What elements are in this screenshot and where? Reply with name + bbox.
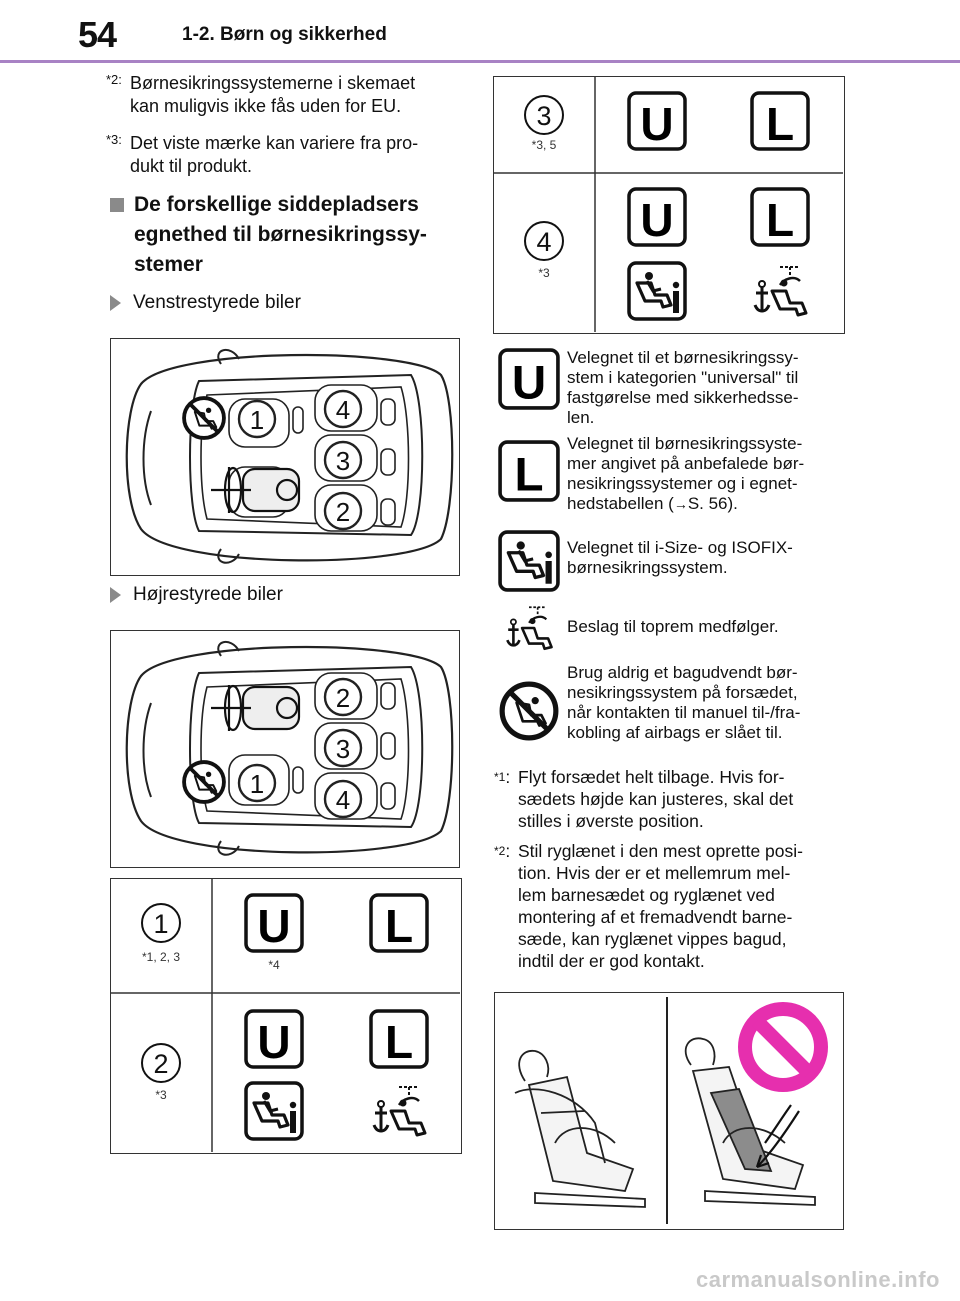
cell-note: *3: [538, 266, 550, 280]
footnote-mark: *3:: [106, 132, 122, 147]
page-number: 54: [78, 14, 117, 55]
legend-isofix-text: Velegnet til i-Size- og ISOFIX- børnesikringssystem.: [567, 538, 793, 577]
legend-top-tether-icon: [498, 602, 560, 654]
section-heading: De forskellige siddepladsers egnethed til børnesikringssy- stemer: [110, 190, 470, 280]
universal-icon: [629, 189, 685, 246]
svg-text:U: U: [511, 356, 547, 410]
header-rule: [0, 60, 960, 63]
seat-number: 1: [249, 769, 265, 799]
footnote-2: $^{*2}$: Stil ryglænet i den mest oprette posi- tion. Hvis der er et mellemrum mel- lem barnesædet og ryglænet ved montering af et fremadvendt barne- sæde, kan ryglænet vippes bagud, indtil der er god kontakt.: [494, 841, 803, 971]
seat-number: 3: [335, 734, 351, 764]
square-bullet-icon: [110, 198, 124, 212]
universal-icon: [246, 1011, 302, 1068]
semi-universal-icon: [371, 1011, 427, 1068]
legend-universal-icon: [498, 348, 560, 410]
legend-semi-universal-text: Velegnet til børnesikringssyste- mer angivet på anbefalede bør- nesikringssystemer og i egnet- hedstabellen (→S. 56).: [567, 434, 805, 513]
isofix-icon: [629, 263, 685, 319]
svg-text:L: L: [765, 98, 795, 150]
universal-icon: [246, 895, 302, 952]
rhd-subheading: Højrestyrede biler: [110, 584, 283, 606]
svg-text:L: L: [384, 900, 414, 952]
svg-text:U: U: [257, 900, 291, 952]
svg-text:L: L: [384, 1016, 414, 1068]
triangle-bullet-icon: [110, 295, 121, 311]
legend-no-rear-facing-icon: [498, 680, 560, 742]
footnote-mark: *2:: [106, 72, 122, 87]
seat-table-front: [110, 878, 462, 1154]
lhd-subheading: Venstrestyrede biler: [110, 292, 301, 314]
no-rear-facing-icon: [184, 398, 224, 438]
seat-number: 4: [536, 227, 552, 257]
svg-text:U: U: [640, 194, 674, 246]
seat-number: 2: [335, 683, 351, 713]
prohibition-icon: [745, 1009, 821, 1085]
seat-number: 4: [335, 785, 351, 815]
seat-table-rear: [493, 76, 845, 334]
legend-isofix-icon: [498, 530, 560, 592]
universal-icon: [629, 93, 685, 150]
legend-universal-text: Velegnet til et børnesikringssy- stem i kategorien "universal" til fastgørelse med sikkerhedsse- len.: [567, 348, 799, 427]
steering-wheel-icon: [211, 685, 299, 731]
top-tether-icon: [755, 267, 806, 315]
legend-top-tether-text: Beslag til toprem medfølger.: [567, 617, 779, 636]
seat-number: 1: [249, 405, 265, 435]
seat-recline-illustration: [494, 992, 844, 1230]
semi-universal-icon: [371, 895, 427, 952]
seat-number: 4: [335, 395, 351, 425]
section-title: 1-2. Børn og sikkerhed: [182, 24, 387, 45]
cell-note: *3, 5: [531, 138, 557, 152]
upright-seat-figure: [515, 1051, 645, 1207]
triangle-bullet-icon: [110, 587, 121, 603]
note-2: *2: Børnesikringssystemerne i skemaet kan muligvis ikke fås uden for EU.: [130, 72, 415, 118]
cell-note: *4: [268, 958, 280, 972]
cell-note: *3: [155, 1088, 167, 1102]
footnote-1: $^{*1}$: Flyt forsædet helt tilbage. Hvis for- sædets højde kan justeres, skal det stilles i øverste position.: [494, 767, 794, 831]
isofix-icon: [246, 1083, 302, 1139]
no-rear-facing-icon: [184, 762, 224, 802]
legend-no-rear-facing-text: Brug aldrig et bagudvendt bør- nesikringssystem på forsædet, når kontakten til manuel til-/fra- kobling af airbags er slået til.: [567, 663, 801, 742]
seat-number: 3: [335, 446, 351, 476]
svg-text:L: L: [514, 448, 544, 502]
top-tether-icon: [374, 1087, 425, 1135]
svg-text:U: U: [640, 98, 674, 150]
svg-text:L: L: [765, 194, 795, 246]
legend-semi-universal-icon: [498, 440, 560, 502]
cell-note: *1, 2, 3: [141, 950, 181, 964]
note-3: *3: Det viste mærke kan variere fra pro- dukt til produkt.: [130, 132, 418, 178]
seat-number: 1: [153, 909, 169, 939]
watermark: carmanualsonline.info: [696, 1267, 940, 1292]
svg-text:U: U: [257, 1016, 291, 1068]
page-reference-link[interactable]: S. 56).: [687, 494, 738, 513]
lhd-car-diagram: [110, 338, 460, 576]
rhd-car-diagram: [110, 630, 460, 868]
steering-wheel-icon: [211, 467, 299, 513]
seat-number: 3: [536, 101, 552, 131]
semi-universal-icon: [752, 93, 808, 150]
semi-universal-icon: [752, 189, 808, 246]
seat-number: 2: [153, 1049, 169, 1079]
seat-number: 2: [335, 497, 351, 527]
